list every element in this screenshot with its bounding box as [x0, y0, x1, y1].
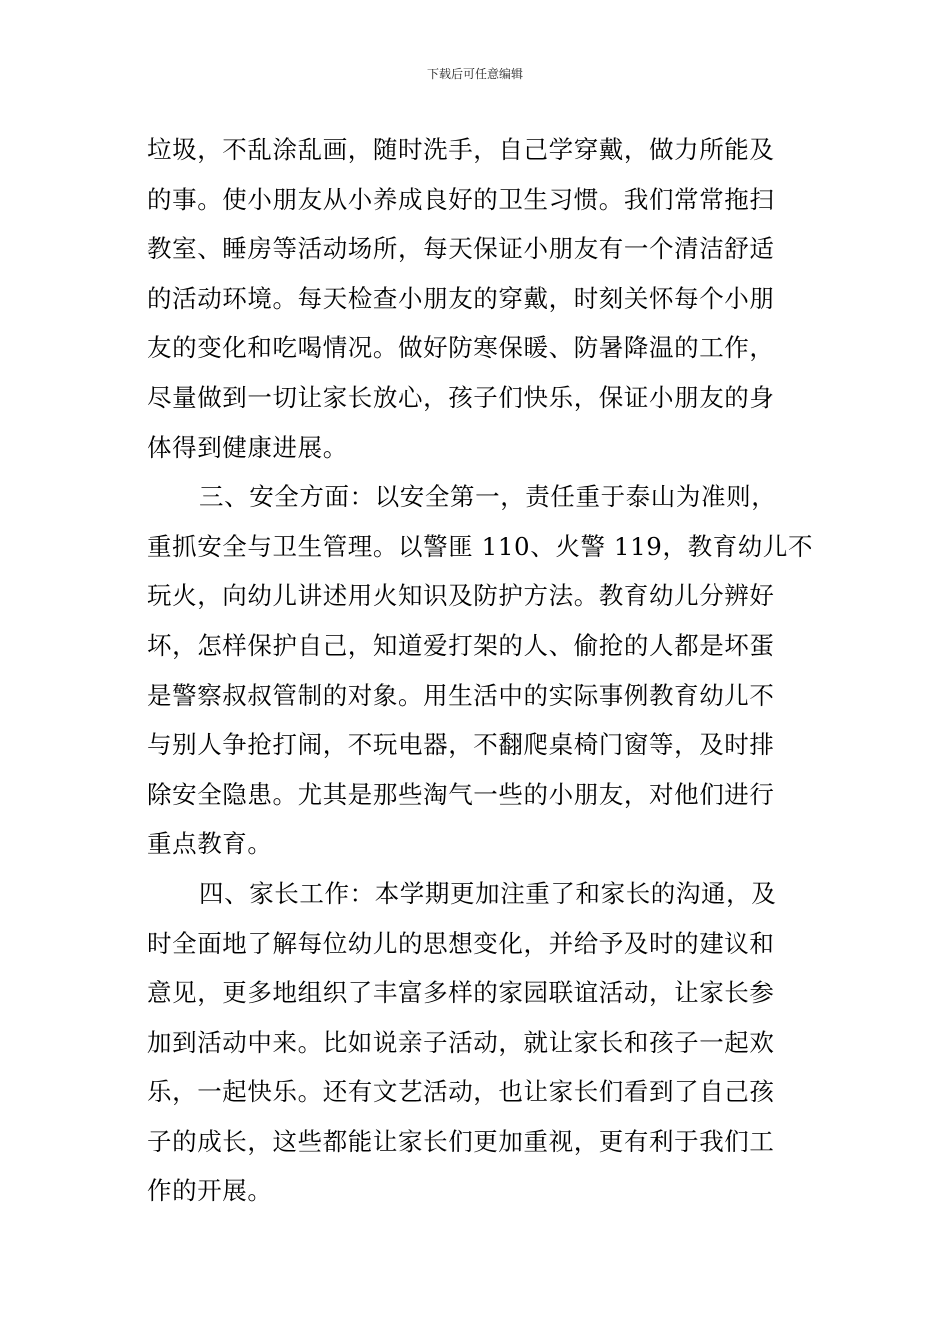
- text-line: 玩火，向幼儿讲述用火知识及防护方法。教育幼儿分辨好: [147, 581, 775, 611]
- text-line: 意见，更多地组织了丰富多样的家园联谊活动，让家长参: [147, 978, 775, 1008]
- text-line: 体得到健康进展。: [147, 432, 348, 462]
- text-line: 是警察叔叔管制的对象。用生活中的实际事例教育幼儿不: [147, 680, 775, 710]
- text-line: 与别人争抢打闹，不玩电器，不翻爬桌椅门窗等，及时排: [147, 730, 775, 760]
- text-line: 垃圾，不乱涂乱画，随时洗手，自己学穿戴，做力所能及: [147, 135, 775, 164]
- document-body: [147, 125, 814, 1216]
- text-line: 除安全隐患。尤其是那些淘气一些的小朋友，对他们进行: [147, 779, 775, 809]
- text-line: 子的成长，这些都能让家长们更加重视，更有利于我们工: [147, 1126, 775, 1156]
- text-line: 教室、睡房等活动场所，每天保证小朋友有一个清洁舒适: [147, 234, 775, 264]
- text-line: 尽量做到一切让家长放心，孩子们快乐，保证小朋友的身: [147, 382, 775, 412]
- text-line: 加到活动中来。比如说亲子活动，就让家长和孩子一起欢: [147, 1027, 775, 1057]
- text-line: 重抓安全与卫生管理。以警匪 110、火警 119，教育幼儿不: [147, 531, 814, 561]
- section-heading-line: 四、家长工作：本学期更加注重了和家长的沟通，及: [199, 878, 777, 908]
- text-line: 坏，怎样保护自己，知道爱打架的人、偷抢的人都是坏蛋: [147, 630, 775, 660]
- section-heading-line: 三、安全方面：以安全第一，责任重于泰山为准则，: [199, 482, 777, 512]
- text-line: 的活动环境。每天检查小朋友的穿戴，时刻关怀每个小朋: [147, 283, 775, 313]
- page-header: 下载后可任意编辑: [426, 67, 523, 81]
- text-line: 的事。使小朋友从小养成良好的卫生习惯。我们常常拖扫: [147, 184, 775, 214]
- text-line: 友的变化和吃喝情况。做好防寒保暖、防暑降温的工作，: [147, 333, 775, 363]
- text-line: 时全面地了解每位幼儿的思想变化，并给予及时的建议和: [147, 928, 775, 958]
- text-line: 重点教育。: [147, 829, 273, 859]
- text-line: 作的开展。: [147, 1176, 273, 1206]
- text-line: 乐，一起快乐。还有文艺活动，也让家长们看到了自己孩: [147, 1077, 775, 1107]
